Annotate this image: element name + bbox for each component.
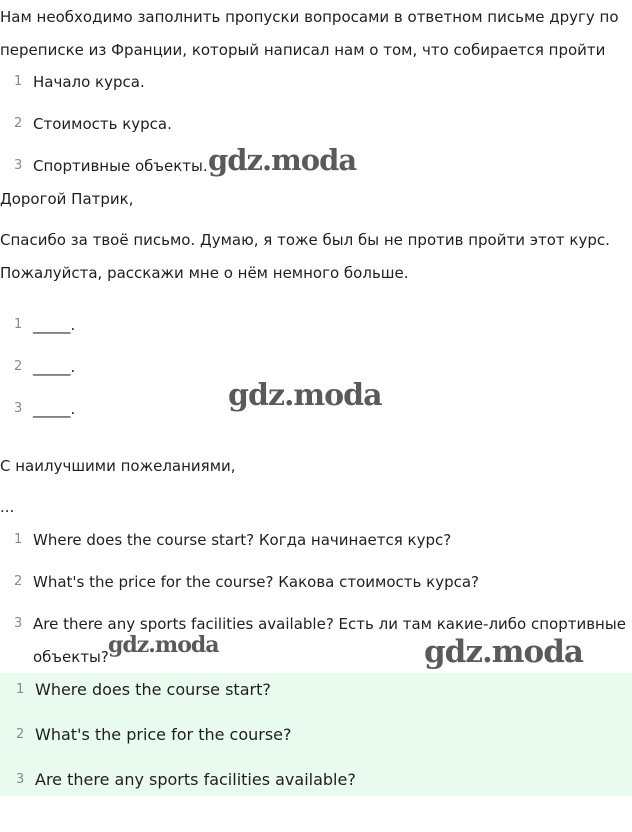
letter-signature: ... [0,498,15,516]
letter-greeting: Дорогой Патрик, [0,190,134,208]
list-number: 2 [14,116,23,131]
list-text: Стоимость курса. [33,115,172,133]
watermark: gdz.moda [208,143,357,177]
watermark: gdz.moda [424,634,583,670]
translation-text: What's the price for the course? Какова стоимость курса? [33,573,479,591]
watermark: gdz.moda [108,632,219,658]
blank-text: _____. [33,400,76,418]
intro-line-2: переписке из Франции, который написал нам о том, что собирается пройти [0,41,606,59]
blank-number: 2 [14,359,23,374]
list-number: 3 [14,158,23,173]
blank-number: 3 [14,401,23,416]
answer-text: Are there any sports facilities available? [35,770,356,789]
translation-text: Where does the course start? Когда начинается курс? [33,531,452,549]
translation-text-line-2: объекты? [33,648,109,666]
list-text: Спортивные объекты. [33,157,208,175]
letter-body-2: Пожалуйста, расскажи мне о нём немного больше. [0,264,409,282]
watermark: gdz.moda [228,378,382,413]
blank-text: _____. [33,316,76,334]
translation-number: 2 [14,574,23,589]
blank-number: 1 [14,317,23,332]
letter-closing: С наилучшими пожеланиями, [0,457,236,475]
list-text: Начало курса. [33,73,145,91]
translation-text: Are there any sports facilities available? Есть ли там какие-либо спортивные [33,615,626,633]
answer-number: 1 [16,682,25,697]
list-number: 1 [14,74,23,89]
blank-text: _____. [33,358,76,376]
intro-line-1: Нам необходимо заполнить пропуски вопросами в ответном письме другу по [0,8,619,26]
answer-number: 2 [16,727,25,742]
answer-text: What's the price for the course? [35,725,292,744]
translation-number: 3 [14,616,23,631]
translation-number: 1 [14,532,23,547]
answer-text: Where does the course start? [35,680,271,699]
letter-body-1: Спасибо за твоё письмо. Думаю, я тоже был бы не против пройти этот курс. [0,231,610,249]
answer-number: 3 [16,772,25,787]
